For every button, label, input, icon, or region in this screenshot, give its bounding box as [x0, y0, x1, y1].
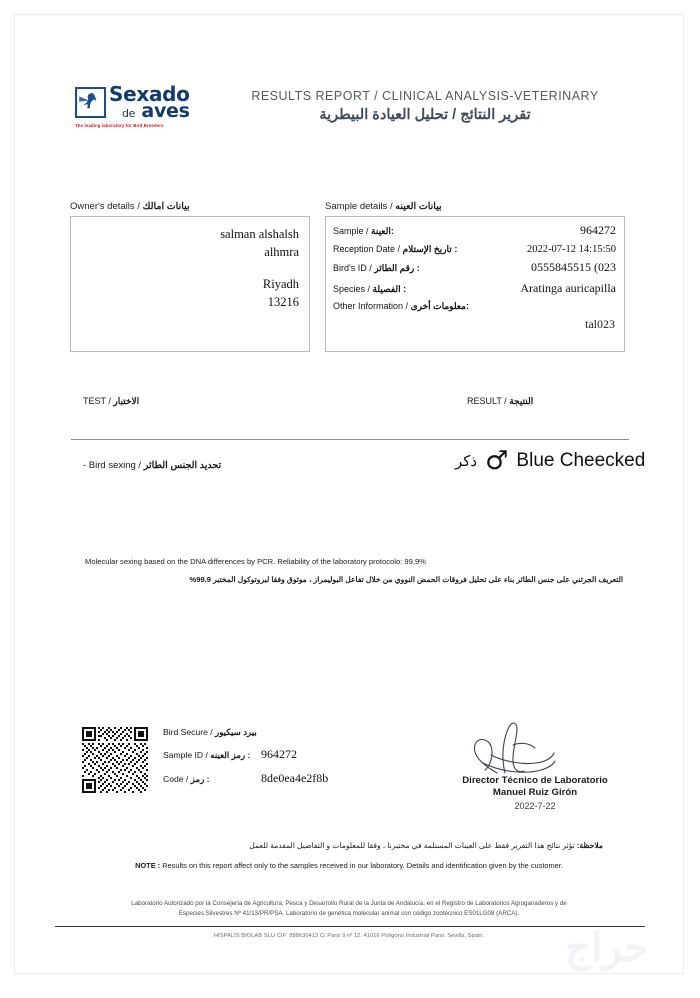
report-title-en: RESULTS REPORT / CLINICAL ANALYSIS-VETERINARY — [251, 89, 599, 103]
test-name-en: - Bird sexing / — [83, 460, 142, 471]
note-ar-label: ملاحظة: — [576, 841, 603, 850]
sample-row-value: 964272 — [580, 223, 616, 237]
spacer — [71, 261, 299, 275]
signature-name: Manuel Ruiz Girón — [492, 787, 578, 798]
report-title — [215, 89, 635, 123]
secure-row-value: 8de0ea4e2f8b — [261, 771, 329, 785]
result-row — [15, 446, 683, 500]
owner-street: alhmra — [264, 245, 299, 260]
bird-in-frame-icon — [75, 87, 106, 118]
sample-key-en: Reception Date / — [333, 243, 401, 254]
result-value-ar: ذكر — [455, 453, 478, 470]
sample-key-ar: تاريخ الإستلام : — [402, 243, 458, 254]
test-name — [83, 460, 221, 471]
owner-postcode: 13216 — [267, 295, 299, 310]
brand-logo — [75, 82, 190, 128]
sample-key-en: Sample / — [333, 226, 369, 236]
sample-details-box — [325, 216, 625, 352]
secure-row-key — [163, 750, 261, 761]
result-column-header — [467, 396, 533, 407]
secure-row — [163, 771, 363, 786]
sample-row-value: 0555845515 (023 — [531, 260, 616, 274]
secure-key-en: Bird Secure / — [163, 727, 213, 737]
sample-row — [333, 301, 616, 312]
owner-name: salman alshalsh — [220, 227, 299, 241]
secure-key-ar: رمز العينه : — [210, 750, 251, 760]
owner-panel-label-en: Owner's details / — [70, 201, 140, 212]
secure-key-ar: رمز : — [190, 774, 210, 784]
secure-row — [163, 747, 363, 762]
footer-registration — [15, 899, 683, 918]
sample-key-ar: معلومات أخرى: — [410, 301, 469, 311]
brand-name-aves: aves — [141, 100, 190, 123]
owner-details-box — [70, 216, 310, 352]
footer-divider — [55, 926, 645, 927]
note-en-label: NOTE : — [135, 861, 161, 870]
secure-key-en: Code / — [163, 774, 189, 784]
sample-row-value: Aratinga auricapilla — [520, 280, 616, 295]
test-header-ar: الاختبار — [113, 396, 140, 406]
brand-tagline: The leading laboratory for Bird Breeders — [75, 122, 164, 128]
owner-details-panel — [70, 201, 310, 352]
secure-key-ar: بيرد سيكيور — [215, 727, 257, 737]
sample-panel-label — [325, 201, 625, 212]
sample-row-key — [333, 301, 469, 312]
result-header-en: RESULT / — [467, 396, 507, 406]
signature-title: Director Técnico de Laboratorio — [462, 775, 608, 786]
other-information-value: tal023 — [585, 316, 615, 331]
test-name-ar: تحديد الجنس الطائر — [143, 460, 222, 471]
sample-row-key — [333, 284, 406, 295]
secure-section — [15, 713, 683, 833]
disclaimer-en: Molecular sexing based on the DNA differences by PCR. Reliability of the laboratory protocolo: 99,9% — [85, 557, 426, 566]
secure-row — [163, 727, 363, 738]
disclaimer-ar: التعريف الجرثني على جنس الطائر بناء على تحليل فروقات الحمض النووي من خلال تفاعل البوليمراز ، موثوق وفقا لبروتوكول المختبر 99.9% — [189, 575, 623, 584]
brand-name-line1: Sexado — [109, 82, 190, 106]
owner-panel-label-ar: بيانات امالك — [142, 201, 190, 212]
handwritten-signature-icon — [425, 715, 645, 777]
sample-panel-label-ar: بيانات العينه — [395, 201, 442, 212]
sample-key-ar: العينة: — [371, 226, 394, 236]
result-value-en: Blue Cheecked — [516, 450, 646, 471]
sample-row — [333, 260, 616, 275]
male-symbol-icon: ♂ — [485, 446, 509, 476]
secure-key-en: Sample ID / — [163, 750, 208, 760]
test-column-header — [83, 396, 139, 407]
sample-key-en: Other Information / — [333, 301, 409, 311]
sample-details-panel — [325, 201, 625, 352]
qr-code-icon — [82, 727, 148, 793]
note-en — [15, 861, 683, 870]
signature-block — [425, 715, 645, 811]
sample-panel-label-en: Sample details / — [325, 201, 393, 212]
footer-line-1: Laboratorio Autorizado por la Consejería de Agricultura, Pesca y Desarrollo Rural de la Junta de Andalucía, en el Registro de Laboratorios Agroganaderos y de — [131, 900, 567, 907]
result-header-ar: النتيجة — [509, 396, 534, 406]
sample-row-key — [333, 226, 394, 237]
note-en-text: Results on this report affect only to the samples received in our laboratory. Details and identification given by the customer. — [162, 861, 563, 870]
owner-panel-label — [70, 201, 310, 212]
owner-city: Riyadh — [262, 277, 299, 292]
footer-address: HISPALIS BIOLAB SLU CIF: 888630413 C/ Parsi 9 nº 12. 41016 Polígono Industrial Parsi. Sevilla, Spain. — [213, 933, 485, 939]
sample-key-en: Species / — [333, 283, 371, 294]
sample-key-ar: رقم الطائر : — [374, 263, 420, 273]
brand-name-de: de — [121, 107, 136, 121]
sample-row — [333, 223, 616, 238]
sample-row — [333, 244, 616, 255]
secure-fields — [163, 727, 363, 795]
sample-row-key — [333, 263, 420, 274]
report-header — [15, 75, 683, 145]
watermark: حراج — [565, 926, 649, 970]
secure-row-value: 964272 — [261, 747, 297, 761]
sample-key-ar: الفصيلة : — [372, 283, 407, 294]
footer-line-2: Especies Silvestres Nº 41/13/PR/PSA. Laboratorio de genética molecular animal con código zootécnico ES01LG08 (ARCA). — [178, 909, 520, 917]
sample-key-en: Bird's ID / — [333, 263, 372, 273]
note-ar-text: تؤثر نتائج هذا التقرير فقط على العينات المستلمة في مختبرنا ، وفقا للمعلومات و التفاصيل المقدمة للعمل — [249, 841, 575, 850]
report-page — [14, 14, 684, 974]
secure-row-key — [163, 727, 261, 738]
signature-date: 2022-7-22 — [514, 801, 556, 811]
sample-row-value: 2022-07-12 14:15:50 — [527, 243, 616, 255]
sample-row-key — [333, 244, 457, 255]
sample-row — [333, 281, 616, 296]
note-ar — [249, 841, 603, 850]
results-divider — [71, 439, 629, 440]
result-value-group — [455, 448, 645, 474]
test-header-en: TEST / — [83, 396, 111, 406]
report-title-ar: تقرير النتائج / تحليل العيادة البيطرية — [319, 107, 531, 123]
secure-row-key — [163, 774, 261, 785]
results-table-header — [15, 396, 683, 412]
